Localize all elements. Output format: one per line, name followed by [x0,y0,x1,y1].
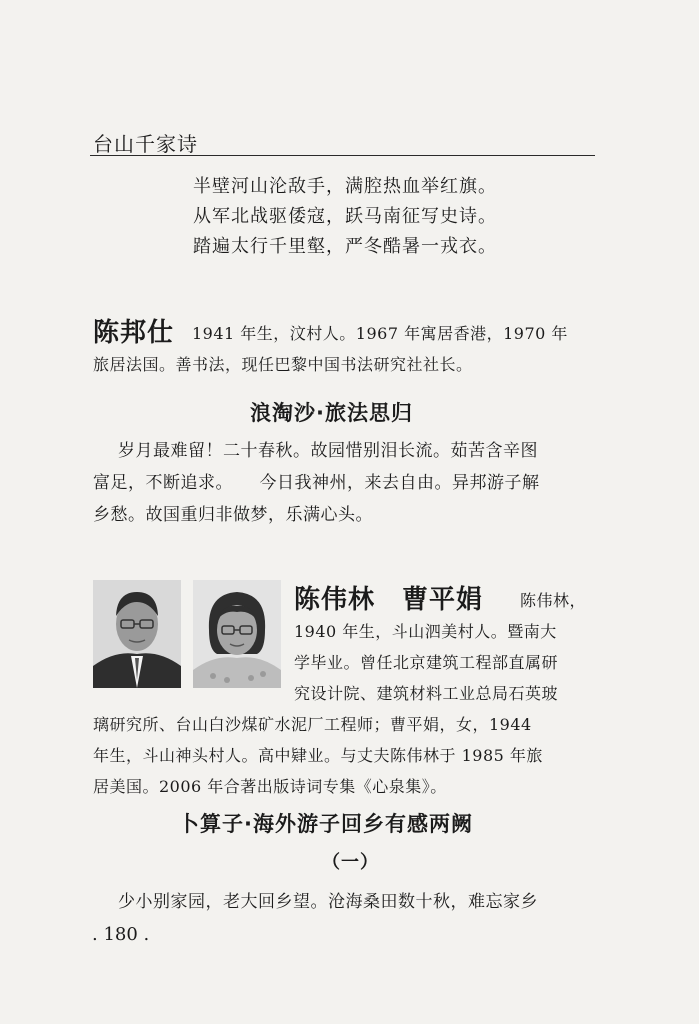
running-header: 台山千家诗 [93,132,198,156]
author-bio: 究设计院、建筑材料工业总局石英玻 [294,684,559,703]
header-rule [90,155,595,156]
author-bio: 璃研究所、台山白沙煤矿水泥厂工程师；曹平娟，女，1944 [93,715,532,734]
ci-text-line: 岁月最难留！二十春秋。故园惜别泪长流。茹苦含辛图 [118,441,538,461]
author-bio: 居美国。2006 年合著出版诗词专集《心泉集》。 [93,777,447,796]
ci-part-number: （一） [322,852,379,873]
author-photo-woman [193,580,281,688]
page-number: . 180 . [92,924,150,945]
ci-title: 浪淘沙·旅法思归 [250,401,413,425]
poem-line: 从军北战驱倭寇，跃马南征写史诗。 [193,206,497,227]
poem-line: 半壁河山沦敌手，满腔热血举红旗。 [193,176,497,197]
author-bio: 1940 年生，斗山泗美村人。暨南大 [294,622,557,641]
ci-text-line: 少小别家园，老大回乡望。沧海桑田数十秋，难忘家乡 [118,892,538,912]
author-bio: 学毕业。曾任北京建筑工程部直属研 [294,653,559,672]
poem-line: 踏遍太行千里壑，严冬酷暑一戎衣。 [193,236,497,257]
author-photo-man [93,580,181,688]
author-bio: 1941 年生，汶村人。1967 年寓居香港，1970 年 [192,324,568,343]
author-bio: 旅居法国。善书法，现任巴黎中国书法研究社社长。 [93,355,473,374]
author-name: 陈邦仕 [93,318,175,348]
ci-title: 卜算子·海外游子回乡有感两阙 [178,812,473,836]
ci-text-line: 富足，不断追求。 今日我神州，来去自由。异邦游子解 [93,473,540,493]
author-names: 陈伟林 曹平娟 [294,585,484,615]
ci-text-line: 乡愁。故国重归非做梦，乐满心头。 [93,505,373,525]
author-bio: 陈伟林， [520,591,587,610]
author-bio: 年生，斗山神头村人。高中肄业。与丈夫陈伟林于 1985 年旅 [93,746,543,765]
